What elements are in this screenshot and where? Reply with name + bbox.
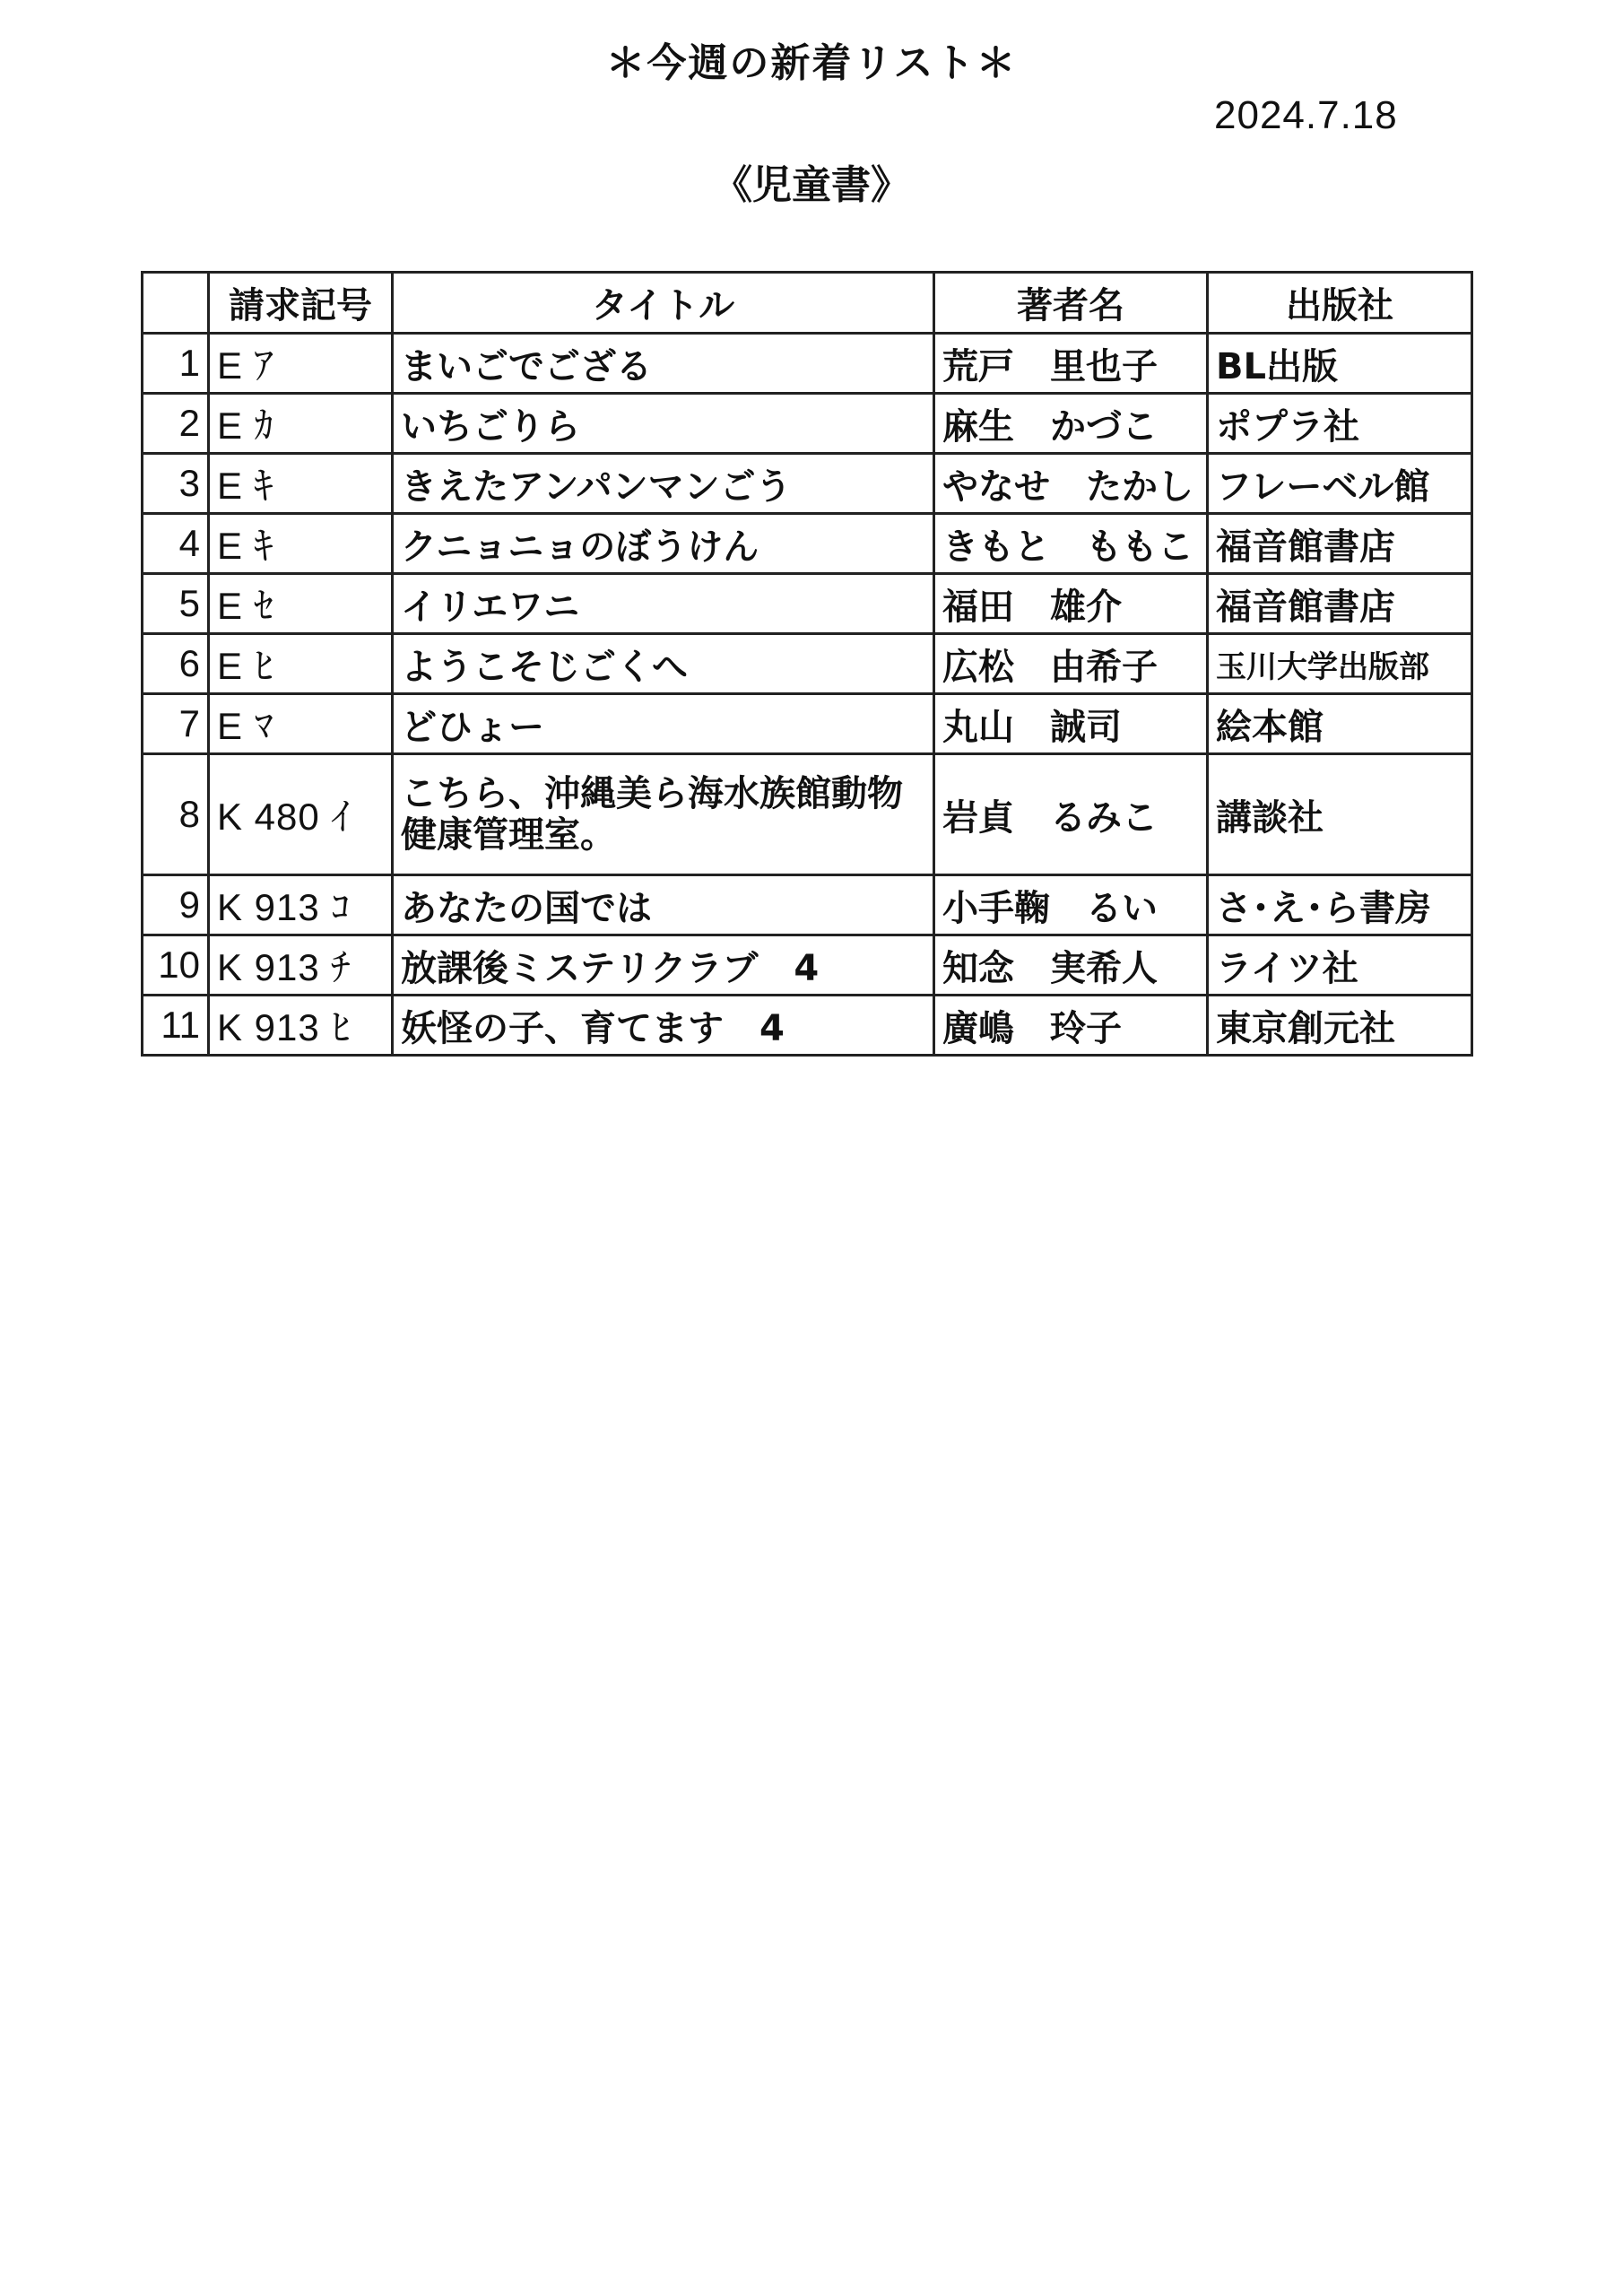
row-call-number: E ﾏ bbox=[209, 694, 393, 754]
row-author: 廣嶋 玲子 bbox=[934, 996, 1208, 1056]
row-title: きえたアンパンマンごう bbox=[393, 454, 934, 514]
row-number: 3 bbox=[143, 454, 209, 514]
table-row bbox=[143, 875, 1472, 935]
row-number: 5 bbox=[143, 574, 209, 634]
row-title: あなたの国では bbox=[393, 875, 934, 935]
row-number: 11 bbox=[143, 996, 209, 1056]
row-author: 荒戸 里也子 bbox=[934, 334, 1208, 394]
row-title: 妖怪の子、育てます 4 bbox=[393, 996, 934, 1056]
row-author: 丸山 誠司 bbox=[934, 694, 1208, 754]
row-number: 6 bbox=[143, 634, 209, 694]
row-call-number: E ｱ bbox=[209, 334, 393, 394]
row-publisher: ライツ社 bbox=[1208, 935, 1472, 996]
row-number: 7 bbox=[143, 694, 209, 754]
row-title: 放課後ミステリクラブ 4 bbox=[393, 935, 934, 996]
section-heading: 《児童書》 bbox=[713, 162, 910, 208]
table-row bbox=[143, 454, 1472, 514]
table-row bbox=[143, 694, 1472, 754]
row-call-number: K 480 ｲ bbox=[209, 754, 393, 875]
row-publisher: さ･え･ら書房 bbox=[1208, 875, 1472, 935]
row-author: 小手鞠 るい bbox=[934, 875, 1208, 935]
row-call-number: E ｷ bbox=[209, 514, 393, 574]
row-number: 2 bbox=[143, 394, 209, 454]
row-number: 9 bbox=[143, 875, 209, 935]
row-number: 10 bbox=[143, 935, 209, 996]
header-call-number: 請求記号 bbox=[209, 273, 393, 334]
row-publisher: 玉川大学出版部 bbox=[1208, 634, 1472, 694]
row-call-number: K 913 ﾋ bbox=[209, 996, 393, 1056]
row-author: 福田 雄介 bbox=[934, 574, 1208, 634]
row-title: ようこそじごくへ bbox=[393, 634, 934, 694]
row-title: イリエワニ bbox=[393, 574, 934, 634]
row-publisher: ポプラ社 bbox=[1208, 394, 1472, 454]
row-call-number: K 913 ｺ bbox=[209, 875, 393, 935]
header-number bbox=[143, 273, 209, 334]
table-row bbox=[143, 334, 1472, 394]
page-title: ＊今週の新着リスト＊ bbox=[605, 40, 1018, 86]
table-header-row bbox=[143, 273, 1472, 334]
row-call-number: E ｾ bbox=[209, 574, 393, 634]
table-row bbox=[143, 754, 1472, 875]
row-author: 知念 実希人 bbox=[934, 935, 1208, 996]
row-publisher: 東京創元社 bbox=[1208, 996, 1472, 1056]
row-title: いちごりら bbox=[393, 394, 934, 454]
table-row bbox=[143, 935, 1472, 996]
row-title: まいごでござる bbox=[393, 334, 934, 394]
table-row bbox=[143, 514, 1472, 574]
row-number: 4 bbox=[143, 514, 209, 574]
row-publisher: 福音館書店 bbox=[1208, 574, 1472, 634]
header-publisher: 出版社 bbox=[1208, 273, 1472, 334]
row-call-number: E ｷ bbox=[209, 454, 393, 514]
table-row bbox=[143, 996, 1472, 1056]
row-author: きもと ももこ bbox=[934, 514, 1208, 574]
row-publisher: 絵本館 bbox=[1208, 694, 1472, 754]
new-arrivals-table bbox=[141, 271, 1473, 1057]
row-author: やなせ たかし bbox=[934, 454, 1208, 514]
table-row bbox=[143, 394, 1472, 454]
row-publisher: 福音館書店 bbox=[1208, 514, 1472, 574]
table-row bbox=[143, 574, 1472, 634]
row-number: 1 bbox=[143, 334, 209, 394]
row-title: こちら、沖縄美ら海水族館動物健康管理室。 bbox=[393, 754, 934, 875]
row-author: 麻生 かづこ bbox=[934, 394, 1208, 454]
row-call-number: K 913 ﾁ bbox=[209, 935, 393, 996]
list-date: 2024.7.18 bbox=[1214, 93, 1398, 137]
row-title: どひょー bbox=[393, 694, 934, 754]
table-row bbox=[143, 634, 1472, 694]
header-author: 著者名 bbox=[934, 273, 1208, 334]
row-title: クニョニョのぼうけん bbox=[393, 514, 934, 574]
row-number: 8 bbox=[143, 754, 209, 875]
row-author: 岩貞 るみこ bbox=[934, 754, 1208, 875]
header-title: タイトル bbox=[393, 273, 934, 334]
row-call-number: E ﾋ bbox=[209, 634, 393, 694]
row-publisher: 講談社 bbox=[1208, 754, 1472, 875]
row-publisher: フレーベル館 bbox=[1208, 454, 1472, 514]
row-publisher: BL出版 bbox=[1208, 334, 1472, 394]
row-call-number: E ｶ bbox=[209, 394, 393, 454]
row-author: 広松 由希子 bbox=[934, 634, 1208, 694]
